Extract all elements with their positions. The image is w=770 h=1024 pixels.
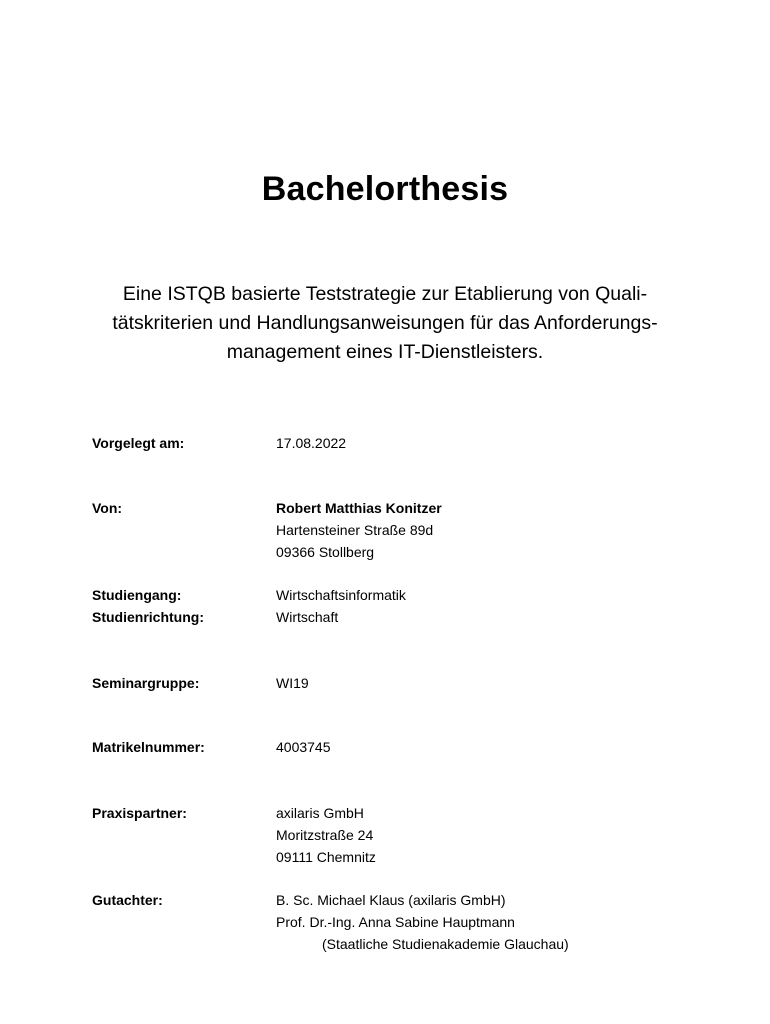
studiengang-label: Studiengang: [92,587,182,603]
gutachter-line-3: (Staatliche Studienakademie Glauchau) [322,936,569,952]
gutachter-line-1: B. Sc. Michael Klaus (axilaris GmbH) [276,892,506,908]
studienrichtung-label: Studienrichtung: [92,609,204,625]
von-value [276,497,442,563]
praxispartner-label: Praxispartner: [92,805,187,821]
seminargruppe-label: Seminargruppe: [92,675,200,691]
document-title: Bachelorthesis [261,170,509,208]
vorgelegt-label: Vorgelegt am: [92,435,185,451]
author-city: 09366 Stollberg [276,544,375,560]
author-street: Hartensteiner Straße 89d [276,522,434,538]
subtitle-line-1: Eine ISTQB basierte Teststrategie zur Etablierung von Quali- [122,283,648,305]
author-name: Robert Matthias Konitzer [276,500,442,516]
studiengang-value: Wirtschaftsinformatik [276,587,406,603]
studium-labels [92,584,204,628]
praxispartner-value [276,802,376,868]
seminargruppe-value: WI19 [276,675,309,691]
gutachter-label: Gutachter: [92,892,163,908]
subtitle-line-2: tätskriterien und Handlungsanweisungen für das Anforderungs- [112,312,658,334]
gutachter-value [276,889,569,955]
matrikelnummer-value: 4003745 [276,739,331,755]
thesis-subtitle [60,280,710,367]
studienrichtung-value: Wirtschaft [276,609,339,625]
subtitle-line-3: management eines IT-Dienstleisters. [226,341,544,363]
studium-values [276,584,406,628]
partner-company: axilaris GmbH [276,805,364,821]
gutachter-line-2: Prof. Dr.-Ing. Anna Sabine Hauptmann [276,914,515,930]
matrikelnummer-label: Matrikelnummer: [92,739,205,755]
partner-street: Moritzstraße 24 [276,827,374,843]
vorgelegt-value: 17.08.2022 [276,435,347,451]
partner-city: 09111 Chemnitz [276,849,376,865]
von-label: Von: [92,500,123,516]
